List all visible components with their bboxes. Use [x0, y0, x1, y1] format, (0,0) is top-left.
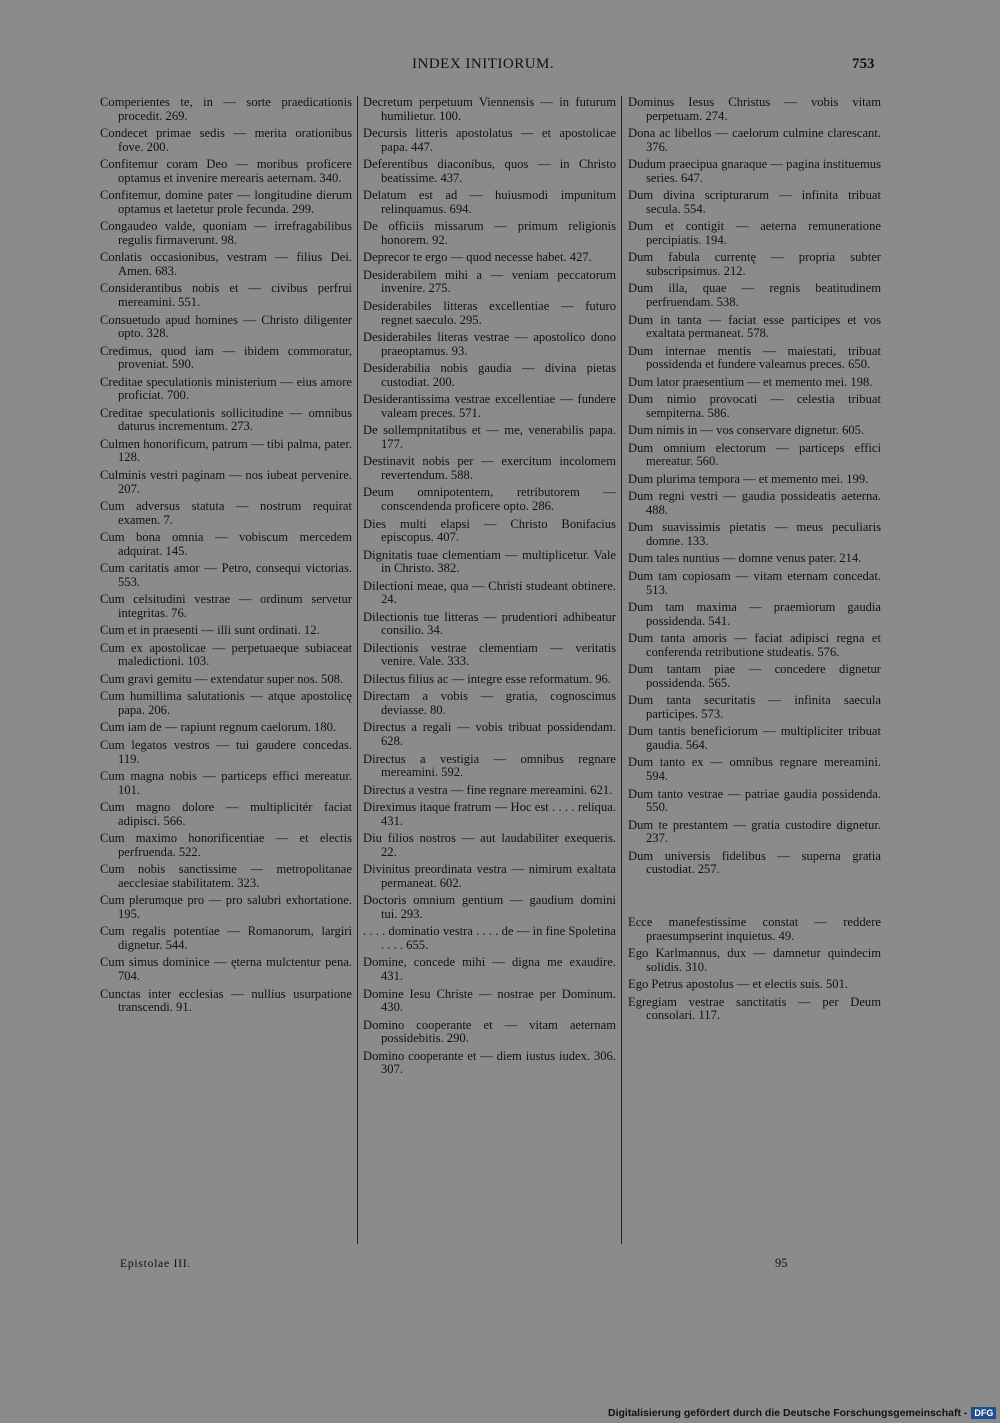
index-entry: Dilectus filius ac — integre esse reformatum. 96. [363, 671, 611, 686]
index-entry: Dilectionis vestrae clementiam — veritatis venire. Vale. 333. [363, 640, 616, 669]
index-entry: Diu filios nostros — aut laudabiliter exequeris. 22. [363, 831, 616, 859]
index-entry: Dum in tanta — faciat esse participes et vos exaltata permaneat. 578. [628, 312, 881, 341]
index-entry: Cunctas inter ecclesias — nullius usurpatione transcendi. 91. [100, 986, 352, 1015]
index-entry: Cum gravi gemitu — extendatur super nos. 508. [100, 671, 344, 686]
index-entry: Comperientes te, in — sorte praedicationis procedit. 269. [100, 95, 352, 123]
index-entry: De officiis missarum — primum religionis honorem. 92. [363, 219, 616, 247]
index-entry: Cum nobis sanctissime — metropolitanae aecclesiae stabilitatem. 323. [100, 862, 352, 890]
index-entry: Cum simus dominice — ęterna mulctentur pena. 704. [100, 955, 352, 984]
funding-banner-text: Digitalisierung gefördert durch die Deutsche Forschungsgemeinschaft - [608, 1407, 968, 1419]
index-entry: Dum fabula currentę — propria subter subscripsimus. 212. [628, 250, 881, 278]
index-entry: Cum plerumque pro — pro salubri exhortatione. 195. [100, 893, 352, 921]
index-entry: Culminis vestri paginam — nos iubeat pervenire. 207. [100, 467, 352, 496]
index-entry: Desiderabiles literas vestrae — apostolico dono praeoptamus. 93. [363, 330, 616, 358]
index-entry: Cum iam de — rapiunt regnum caelorum. 180. [100, 720, 337, 735]
index-entry: Dum nimio provocati — celestia tribuat sempiterna. 586. [628, 392, 881, 420]
column-divider [621, 96, 622, 1244]
index-entry: De sollempnitatibus et — me, venerabilis papa. 177. [363, 423, 616, 451]
index-entry: Ecce manefestissime constat — reddere praesumpserint inquietus. 49. [628, 915, 881, 943]
index-entry: Culmen honorificum, patrum — tibi palma, pater. 128. [100, 436, 352, 465]
index-entry: Confitemur, domine pater — longitudine dierum optamus et laetetur prole fecunda. 299. [100, 188, 352, 216]
index-entry: Dum plurima tempora — et memento mei. 199. [628, 471, 869, 486]
index-entry: Dignitatis tuae clementiam — multiplicetur. Vale in Christo. 382. [363, 547, 616, 576]
index-entry: Deferentibus diaconibus, quos — in Christo beatissime. 437. [363, 157, 616, 185]
index-entry: Cum humillima salutationis — atque apostolicę papa. 206. [100, 689, 352, 717]
index-entry: Directus a vestra — fine regnare mereamini. 621. [363, 782, 613, 797]
index-entry: Dum tam copiosam — vitam eternam concedat. 513. [628, 568, 881, 597]
index-entry: Dum tales nuntius — domne venus pater. 214. [628, 551, 862, 566]
index-column-3 [628, 96, 881, 1027]
page-number: 753 [852, 56, 875, 72]
index-entry: Cum caritatis amor — Petro, consequi victorias. 553. [100, 561, 352, 589]
index-entry: Decretum perpetuum Viennensis — in futurum humilietur. 100. [363, 95, 616, 123]
index-entry: Creditae speculationis ministerium — eius amore proficiat. 700. [100, 374, 352, 403]
index-entry: Desiderabilia nobis gaudia — divina pietas custodiat. 200. [363, 361, 616, 389]
index-entry: Destinavit nobis per — exercitum incolomem revertendum. 588. [363, 454, 616, 482]
index-entry: Directam a vobis — gratia, cognoscimus deviasse. 80. [363, 689, 616, 717]
index-entry: Conlatis occasionibus, vestram — filius Dei. Amen. 683. [100, 250, 352, 278]
index-entry: Cum et in praesenti — illi sunt ordinati. 12. [100, 623, 320, 638]
index-entry: Directus a vestigia — omnibus regnare mereamini. 592. [363, 751, 616, 780]
index-entry: Cum magna nobis — particeps effici mereatur. 101. [100, 769, 352, 797]
index-entry: Delatum est ad — huiusmodi impunitum relinquamus. 694. [363, 188, 616, 216]
index-entry: Dum tantis beneficiorum — multipliciter tribuat gaudia. 564. [628, 724, 881, 752]
index-entry: Deprecor te ergo — quod necesse habet. 427. [363, 250, 592, 265]
index-entry: Doctoris omnium gentium — gaudium domini tui. 293. [363, 893, 616, 921]
index-entry: Cum magno dolore — multiplicitér faciat adipisci. 566. [100, 800, 352, 828]
index-entry: Dum tanta securitatis — infinita saecula participes. 573. [628, 693, 881, 721]
dfg-logo: DFG [971, 1407, 996, 1419]
index-entry: Dum tantam piae — concedere dignetur possidenda. 565. [628, 662, 881, 690]
index-entry: Domine Iesu Christe — nostrae per Dominum. 430. [363, 986, 616, 1015]
index-entry: Dum illa, quae — regnis beatitudinem perfruendam. 538. [628, 281, 881, 310]
index-column-2 [363, 96, 616, 1081]
index-entry: Dum universis fidelibus — superna gratia custodiat. 257. [628, 848, 881, 877]
index-entry: Cum regalis potentiae — Romanorum, largiri dignetur. 544. [100, 924, 352, 952]
index-entry: Credimus, quod iam — ibidem commoratur, proveniat. 590. [100, 343, 352, 372]
index-entry: Decursis litteris apostolatus — et apostolicae papa. 447. [363, 126, 616, 154]
index-entry: Cum bona omnia — vobiscum mercedem adquirat. 145. [100, 530, 352, 558]
footer-sheet-number: 95 [775, 1256, 788, 1270]
index-entry: Dum omnium electorum — particeps effici mereatur. 560. [628, 440, 881, 469]
index-entry: Dominus Iesus Christus — vobis vitam perpetuam. 274. [628, 95, 881, 123]
index-entry: Consuetudo apud homines — Christo diligenter opto. 328. [100, 312, 352, 341]
index-entry: Dum tanto vestrae — patriae gaudia possidenda. 550. [628, 786, 881, 815]
page-header-title: INDEX INITIORUM. [412, 56, 555, 72]
index-entry: Dudum praecipua gnaraque — pagina instituemus series. 647. [628, 157, 881, 185]
index-entry: Divinitus preordinata vestra — nimirum exaltata permaneat. 602. [363, 862, 616, 890]
index-entry: Cum ex apostolicae — perpetuaeque subiaceat maledictioni. 103. [100, 640, 352, 669]
index-entry: Directus a regali — vobis tribuat possidendam. 628. [363, 720, 616, 749]
index-entry: Dum tanto ex — omnibus regnare mereamini. 594. [628, 755, 881, 784]
index-entry: Dum nimis in — vos conservare dignetur. 605. [628, 423, 865, 438]
index-entry: Dum suavissimis pietatis — meus peculiaris domne. 133. [628, 520, 881, 548]
index-entry: Domine, concede mihi — digna me exaudire. 431. [363, 955, 616, 984]
index-entry: Dona ac libellos — caelorum culmine clarescant. 376. [628, 126, 881, 154]
index-entry: Domino cooperante et — vitam aeternam possidebitis. 290. [363, 1017, 616, 1046]
index-entry: Dilectionis tue litteras — prudentiori adhibeatur consilio. 34. [363, 609, 616, 638]
index-entry: Dum tam maxima — praemiorum gaudia possidenda. 541. [628, 600, 881, 628]
column-divider [357, 96, 358, 1244]
footer-signature: Epistolae III. [120, 1258, 192, 1270]
index-entry: Dum internae mentis — maiestati, tribuat possidenda et fundere valeamus preces. 650. [628, 343, 881, 372]
section-gap [628, 889, 881, 903]
index-entry: Dum tanta amoris — faciat adipisci regna et conferenda retributione studeatis. 576. [628, 631, 881, 659]
index-entry: Dum regni vestri — gaudia possideatis aeterna. 488. [628, 489, 881, 517]
index-column-1 [100, 96, 352, 1019]
index-entry: Cum adversus statuta — nostrum requirat examen. 7. [100, 499, 352, 527]
index-entry: Deum omnipotentem, retributorem — conscendenda proficere opto. 286. [363, 485, 616, 514]
index-entry: Dies multi elapsi — Christo Bonifacius episcopus. 407. [363, 516, 616, 545]
index-entry: Domino cooperante et — diem iustus iudex. 306. 307. [363, 1048, 616, 1077]
index-entry: Dum divina scripturarum — infinita tribuat secula. 554. [628, 188, 881, 216]
index-entry: Direximus itaque fratrum — Hoc est . . . . reliqua. 431. [363, 800, 616, 828]
index-entry: Confitemur coram Deo — moribus proficere optamus et invenire merearis aeternam. 340. [100, 157, 352, 185]
index-entry: Dum et contigit — aeterna remuneratione percipiatis. 194. [628, 219, 881, 247]
index-entry: Dum lator praesentium — et memento mei. 198. [628, 374, 873, 389]
index-entry: . . . . dominatio vestra . . . . de — in fine Spoletina . . . . 655. [363, 924, 616, 952]
index-entry: Egregiam vestrae sanctitatis — per Deum consolari. 117. [628, 994, 881, 1023]
index-entry: Ego Petrus apostolus — et electis suis. 501. [628, 977, 849, 992]
index-entry: Cum celsitudini vestrae — ordinum servetur integritas. 76. [100, 592, 352, 620]
index-entry: Desiderabilem mihi a — veniam peccatorum invenire. 275. [363, 267, 616, 296]
index-entry: Creditae speculationis sollicitudine — omnibus daturus incrementum. 273. [100, 405, 352, 434]
index-entry: Ego Karlmannus, dux — damnetur quindecim solidis. 310. [628, 946, 881, 974]
index-entry: Desiderabiles litteras excellentiae — futuro regnet saeculo. 295. [363, 298, 616, 327]
index-entry: Desiderantissima vestrae excellentiae — fundere valeam preces. 571. [363, 392, 616, 420]
index-entry: Dum te prestantem — gratia custodire dignetur. 237. [628, 817, 881, 846]
index-entry: Cum legatos vestros — tui gaudere concedas. 119. [100, 737, 352, 766]
index-entry: Condecet primae sedis — merita orationibus fove. 200. [100, 126, 352, 154]
funding-banner [608, 1404, 996, 1422]
index-entry: Dilectioni meae, qua — Christi studeant obtinere. 24. [363, 578, 616, 607]
index-entry: Congaudeo valde, quoniam — irrefragabilibus regulis firmaverunt. 98. [100, 219, 352, 247]
index-entry: Cum maximo honorificentiae — et electis perfruenda. 522. [100, 831, 352, 859]
index-entry: Considerantibus nobis et — civibus perfrui mereamini. 551. [100, 281, 352, 310]
